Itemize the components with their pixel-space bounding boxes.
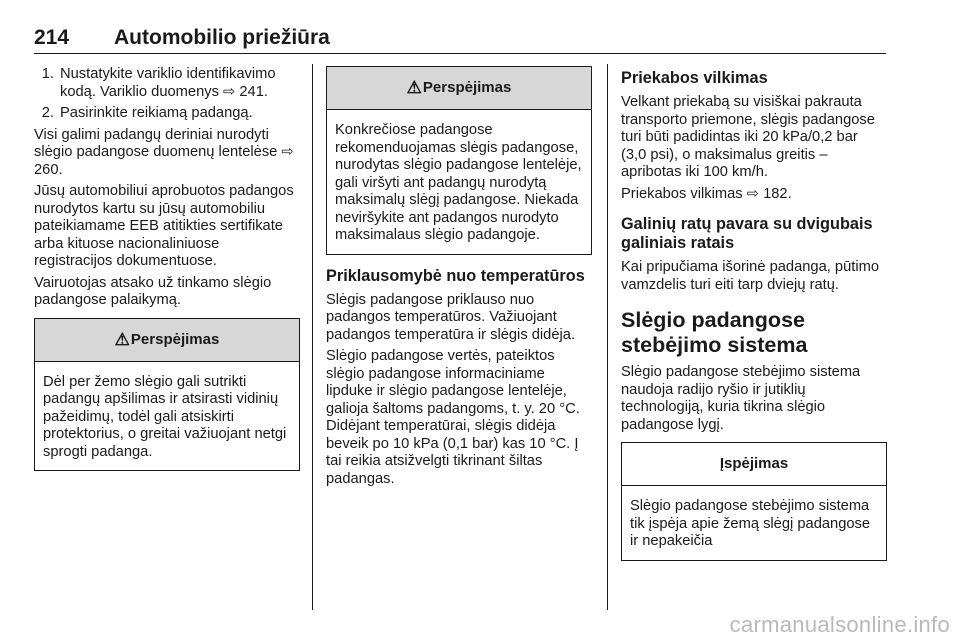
- warning-header: [327, 67, 591, 110]
- notice-text: Slėgio padangose stebėjimo sistema tik įspėja apie žemą slėgį padangose ir nepakeičia: [630, 498, 871, 549]
- list-item-number: 1.: [41, 66, 54, 82]
- watermark: carmanualsonline.info: [729, 612, 950, 637]
- notice-title: Įspėjimas: [719, 455, 789, 473]
- paragraph-trailer-pressure: Velkant priekabą su visiškai pakrauta transporto priemone, slėgis padangose turi būti padidintas iki 20 kPa/0,2 bar (3,0 psi), o maksimalus greitis – apribotas iki 100 km/h.: [621, 94, 875, 180]
- warning-header: [35, 319, 299, 362]
- paragraph-dual-wheels: Kai pripučiama išorinė padanga, pūtimo vamzdelis turi eiti tarp dviejų ratų.: [621, 259, 879, 293]
- section-heading-tpms: Slėgio padangose stebėjimo sistema: [621, 308, 808, 357]
- column-divider-2: [607, 64, 608, 610]
- paragraph-tpms: Slėgio padangose stebėjimo sistema naudoja radijo ryšio ir jutiklių technologiją, kuria tikrina slėgio padangose lygį.: [621, 364, 861, 433]
- warning-box-max-pressure: [326, 66, 592, 255]
- warning-triangle-icon: ⚠: [406, 78, 422, 98]
- list-item: [34, 66, 300, 101]
- paragraph-pressure-values: Slėgio padangose vertės, pateiktos slėgio padangose informaciniame lipduke ir slėgio padangose lentelėje, galioja šaltoms padangoms, t. y. 20 °C. Didėjant temperatūrai, slėgis didėja beveik po 10 kPa (0,1 bar) kas 10 °C. Į tai reikia atsižvelgti tikrinant šiltas padangas.: [326, 348, 580, 487]
- section-heading-dual-wheels: Galinių ratų pavara su dvigubais galiniais ratais: [621, 215, 873, 252]
- paragraph-driver-responsibility: Vairuotojas atsako už tinkamo slėgio padangose palaikymą.: [34, 274, 272, 308]
- column-1: [34, 66, 300, 481]
- page-header: [34, 24, 886, 54]
- paragraph-temperature-effect: Slėgis padangose priklauso nuo padangos temperatūros. Važiuojant padangos temperatūra ir slėgis didėja.: [326, 291, 576, 343]
- column-3: [621, 66, 887, 571]
- paragraph-approved-tires: Jūsų automobiliui aprobuotos padangos nurodytos kartu su jūsų automobiliu pateikiamame EEB atitikties sertifikate arba kituose nacionaliniuose registracijos dokumentuose.: [34, 183, 294, 269]
- paragraph-tire-combinations: Visi galimi padangų deriniai nurodyti slėgio padangose duomenų lentelėse ⇨ 260.: [34, 126, 294, 178]
- numbered-list: [34, 66, 300, 123]
- warning-title: Perspėjimas: [130, 330, 220, 348]
- warning-box-low-pressure: [34, 318, 300, 472]
- list-item: [34, 105, 300, 123]
- list-item-text: Nustatykite variklio identifikavimo kodą. Variklio duomenys ⇨ 241.: [60, 66, 276, 100]
- column-divider-1: [312, 64, 313, 610]
- warning-text: Konkrečiose padangose rekomenduojamas slėgis padangose, nurodytas slėgio padangose lentelėje, gali viršyti ant padangų nurodytą maksimalų slėgį padangose. Niekada neviršykite ant padangos nurodyto maksimalaus slėgio padangoje.: [335, 122, 582, 243]
- section-heading-temperature: Priklausomybė nuo temperatūros: [326, 266, 585, 285]
- page-title: Automobilio priežiūra: [114, 26, 330, 49]
- notice-box-tpms: [621, 442, 887, 561]
- section-heading-trailer: Priekabos vilkimas: [621, 69, 768, 87]
- warning-title: Perspėjimas: [422, 79, 512, 97]
- paragraph-trailer-reference: Priekabos vilkimas ⇨ 182.: [621, 185, 792, 202]
- list-item-number: 2.: [41, 105, 54, 121]
- list-item-text: Pasirinkite reikiamą padangą.: [60, 105, 253, 121]
- notice-header: [622, 443, 886, 486]
- column-2: [326, 66, 592, 492]
- warning-triangle-icon: ⚠: [114, 329, 130, 349]
- warning-text: Dėl per žemo slėgio gali sutrikti padangų apšilimas ir atsirasti vidinių pažeidimų, todėl gali atsiskirti protektorius, o greitai važiuojant netgi sprogti padanga.: [43, 373, 287, 460]
- page-number: 214: [34, 26, 70, 49]
